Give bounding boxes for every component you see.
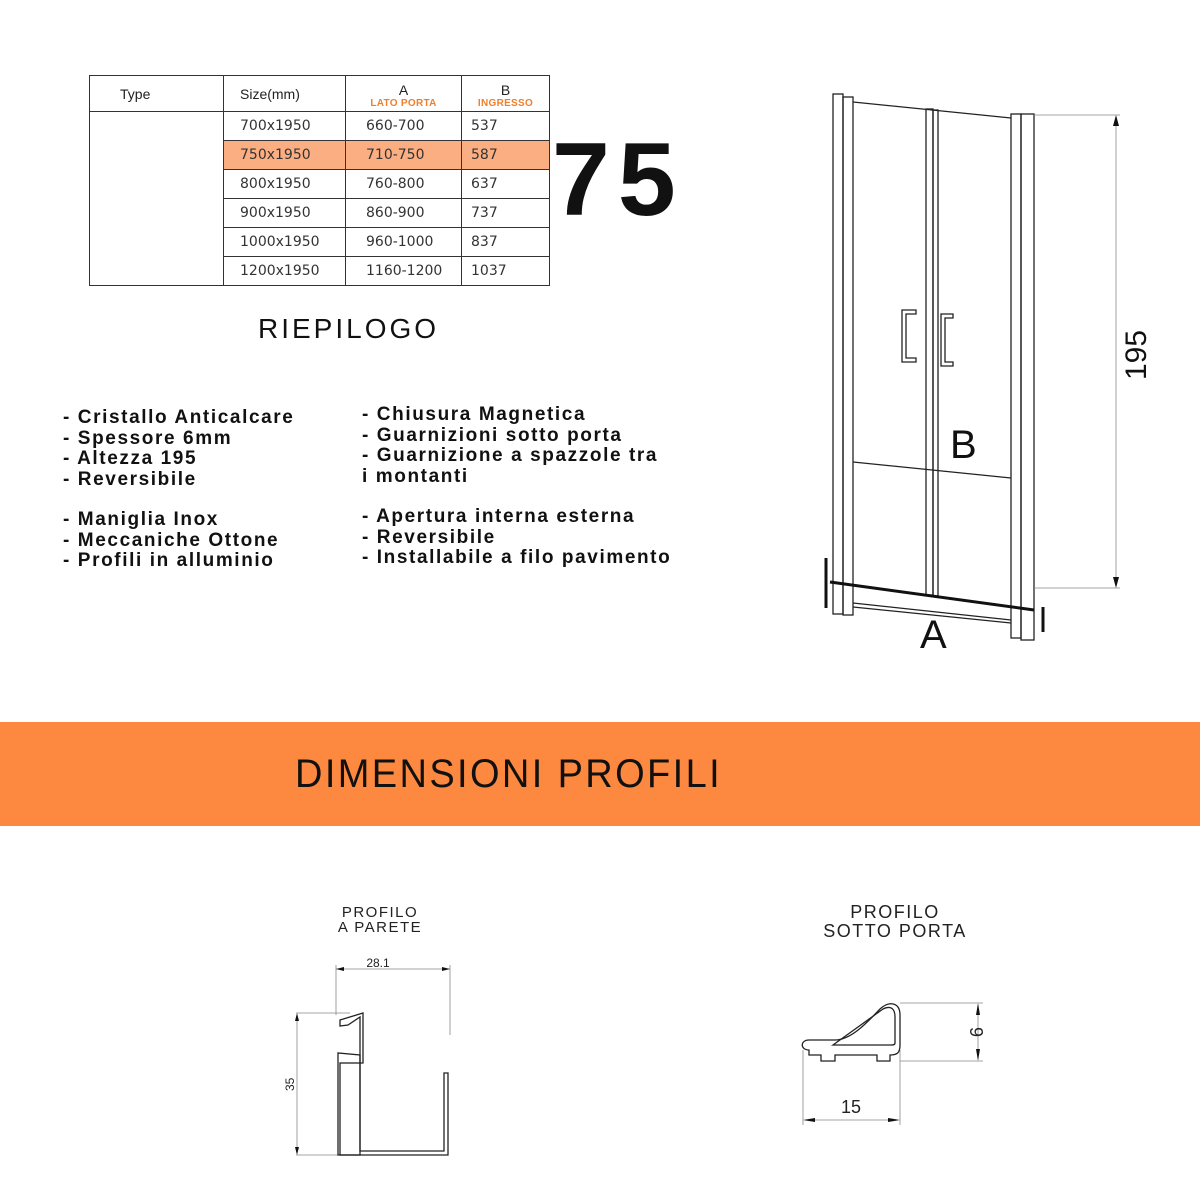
header-a — [346, 76, 462, 112]
label-b: B — [950, 423, 977, 467]
cell-b: 1037 — [462, 257, 550, 286]
cell-a: 1160-1200 — [346, 257, 462, 286]
under-door-profile-width: 15 — [840, 1097, 862, 1117]
feature-item: - Spessore 6mm — [63, 427, 233, 449]
under-door-profile-drawing — [795, 995, 1005, 1130]
wall-profile-label — [330, 905, 430, 935]
feature-group — [63, 510, 294, 572]
feature-item: - Guarnizione a spazzole tra — [362, 445, 659, 466]
cell-size: 900x1950 — [224, 199, 346, 228]
header-type: Type — [90, 76, 224, 112]
cell-size: 750x1950 — [224, 141, 346, 170]
wall-profile-label-line2: A PARETE — [337, 919, 423, 936]
header-a-sub: LATO PORTA — [370, 97, 437, 109]
feature-group — [362, 405, 671, 487]
wall-profile-drawing — [280, 955, 470, 1165]
cell-a: 660-700 — [346, 112, 462, 141]
feature-item: - Reversibile — [63, 468, 197, 490]
type-cell — [90, 112, 224, 286]
feature-group — [63, 408, 294, 490]
cell-a: 960-1000 — [346, 228, 462, 257]
label-height: 195 — [1120, 329, 1153, 380]
wall-profile-width: 28.1 — [366, 956, 390, 970]
cell-b: 837 — [462, 228, 550, 257]
wall-profile-height: 35 — [283, 1077, 297, 1091]
feature-group — [362, 507, 671, 569]
cell-a: 760-800 — [346, 170, 462, 199]
wall-profile-label-line1: PROFILO — [341, 904, 419, 921]
feature-item: - Chiusura Magnetica — [362, 404, 587, 425]
feature-item: i montanti — [362, 465, 469, 487]
cell-b: 587 — [462, 141, 550, 170]
cell-a: 860-900 — [346, 199, 462, 228]
cell-size: 800x1950 — [224, 170, 346, 199]
cell-b: 737 — [462, 199, 550, 228]
summary-title: RIEPILOGO — [258, 313, 440, 344]
size-table — [89, 75, 550, 286]
header-b-sub: INGRESSO — [477, 97, 534, 109]
shower-door-diagram — [800, 80, 1180, 660]
feature-item: - Installabile a filo pavimento — [362, 547, 672, 568]
model-number: 75 — [552, 122, 684, 238]
under-door-profile-label-line2: SOTTO PORTA — [823, 921, 967, 941]
feature-item: - Maniglia Inox — [63, 509, 219, 530]
cell-size: 700x1950 — [224, 112, 346, 141]
header-a-letter: A — [398, 81, 409, 98]
cell-a: 710-750 — [346, 141, 462, 170]
feature-item: - Cristallo Anticalcare — [63, 407, 295, 428]
under-door-profile-label — [795, 903, 995, 941]
cell-size: 1000x1950 — [224, 228, 346, 257]
feature-item: - Meccaniche Ottone — [63, 529, 280, 551]
feature-item: - Altezza 195 — [63, 448, 198, 469]
feature-item: - Reversibile — [362, 526, 496, 548]
feature-item: - Apertura interna esterna — [362, 506, 636, 527]
header-b — [462, 76, 550, 112]
feature-item: - Profili in alluminio — [63, 550, 275, 571]
cell-size: 1200x1950 — [224, 257, 346, 286]
header-size: Size(mm) — [224, 76, 346, 112]
header-b-letter: B — [500, 81, 511, 98]
cell-b: 537 — [462, 112, 550, 141]
cell-b: 637 — [462, 170, 550, 199]
features-left — [63, 408, 294, 592]
under-door-profile-label-line1: PROFILO — [850, 902, 940, 922]
table-row — [90, 112, 550, 141]
label-a: A — [920, 613, 947, 657]
feature-item: - Guarnizioni sotto porta — [362, 424, 623, 446]
table-header-row — [90, 76, 550, 112]
features-right — [362, 405, 671, 589]
under-door-profile-height: 9 — [966, 1026, 986, 1038]
section-title: DIMENSIONI PROFILI — [295, 752, 723, 796]
